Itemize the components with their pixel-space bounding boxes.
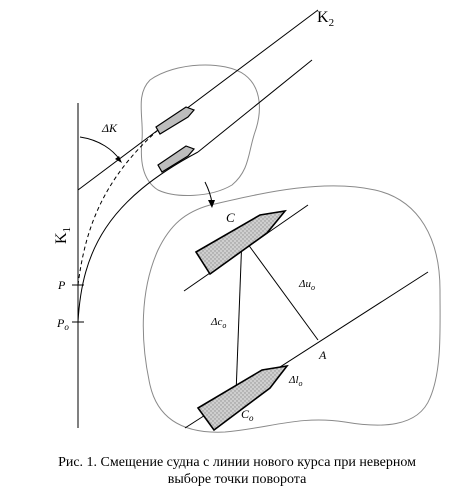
delta-c-line — [236, 236, 242, 394]
delta-k-arc — [80, 137, 120, 160]
label-delta-l0: $\Delta l_o$ — [289, 374, 303, 388]
label-a: A — [319, 348, 327, 362]
displaced-track-line — [198, 60, 312, 152]
turning-curve-planned — [78, 130, 158, 285]
label-k1: $K_1$ — [53, 226, 73, 244]
label-p0: $P_o$ — [57, 316, 69, 332]
label-delta-c0: $\Delta c_o$ — [211, 316, 227, 330]
label-k2: $K_2$ — [317, 9, 335, 29]
caption-line-2: выборе точки поворота — [167, 472, 307, 487]
ship-upper-displaced — [158, 146, 194, 172]
label-c0: $C_o$ — [241, 407, 254, 423]
lower-detail-region — [143, 186, 440, 432]
label-delta-k: ΔK — [102, 121, 118, 135]
ship-upper-on-course — [156, 107, 194, 134]
label-p: P — [58, 278, 66, 292]
zoom-arrow — [205, 182, 212, 203]
label-delta-u0: $\Delta u_o$ — [299, 278, 315, 292]
caption-line-1: Рис. 1. Смещение судна с линии нового курса при неверном — [58, 455, 416, 470]
course-line-k2 — [78, 10, 318, 190]
label-c: C — [226, 210, 235, 225]
turning-curve-actual — [78, 152, 198, 322]
